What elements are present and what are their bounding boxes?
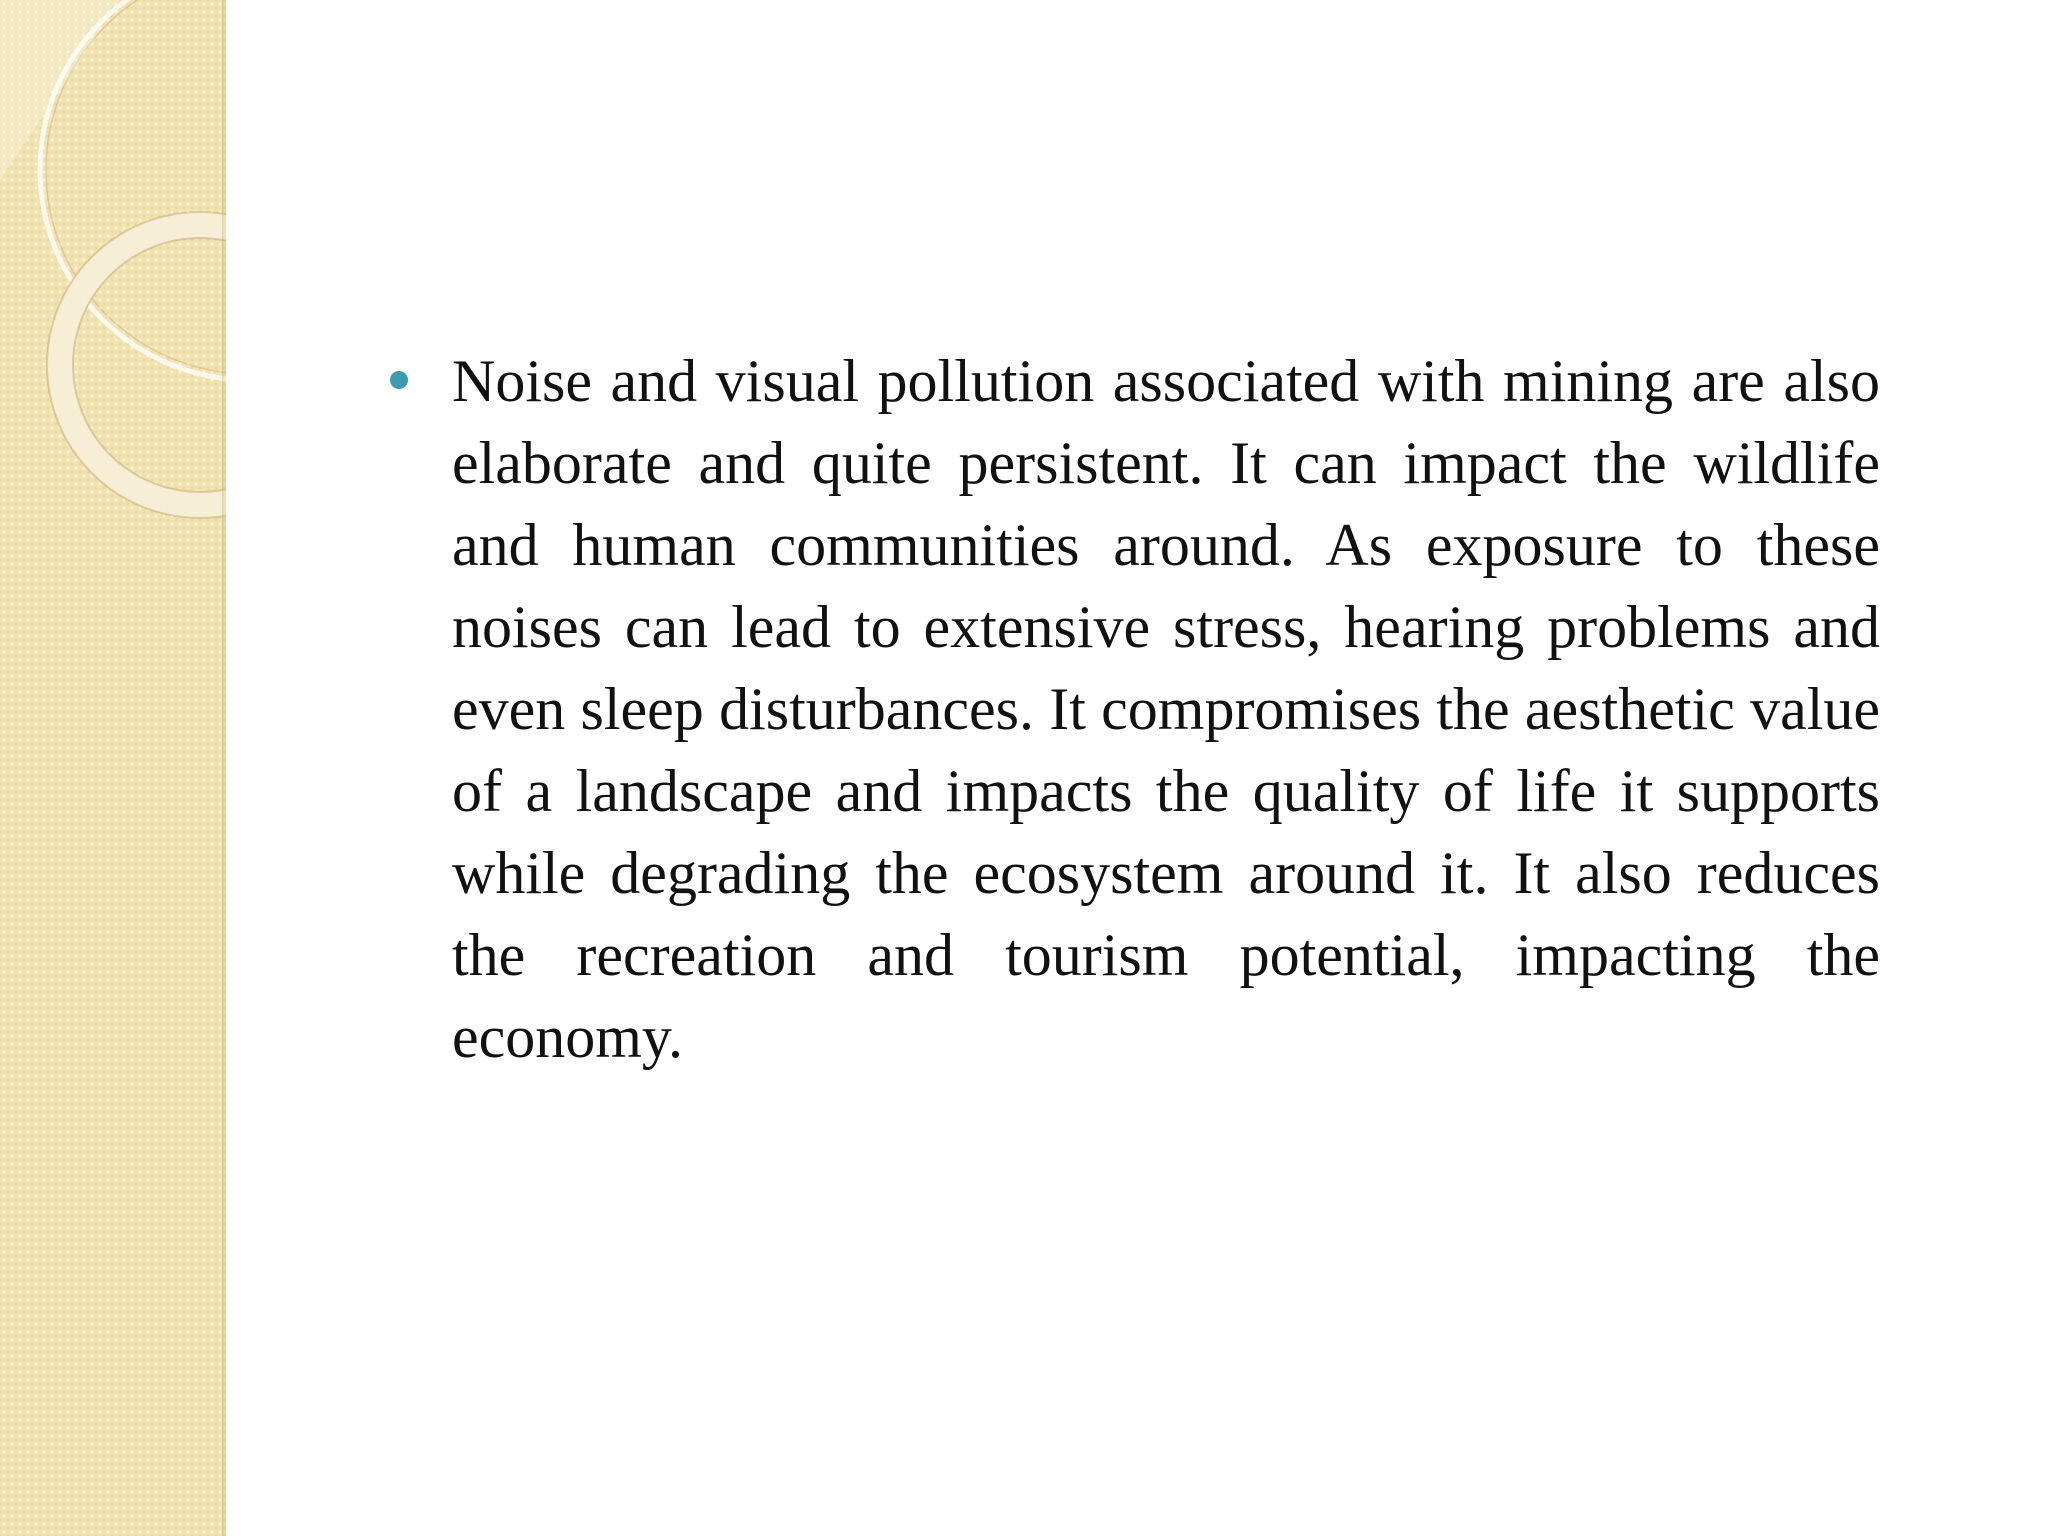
bullet-text: Noise and visual pollution associated with mining are also elaborate and quite persistent. It can impact the wildlife and human communities around. As exposure to these noises can lead to extensive stress, hearing problems and even sleep disturbances. It compromises the aesthetic value of a landscape and impacts the quality of life it supports while degrading the ecosystem around it. It also reduces the recreation and tourism potential, impacting the economy. (452, 348, 1880, 1070)
bullet-item (390, 340, 1880, 1078)
content-area (390, 340, 1880, 1078)
decorative-rings-icon (0, 0, 226, 520)
side-panel (0, 0, 226, 1536)
bullet-dot-icon (390, 371, 408, 389)
side-panel-edge (222, 0, 226, 1536)
